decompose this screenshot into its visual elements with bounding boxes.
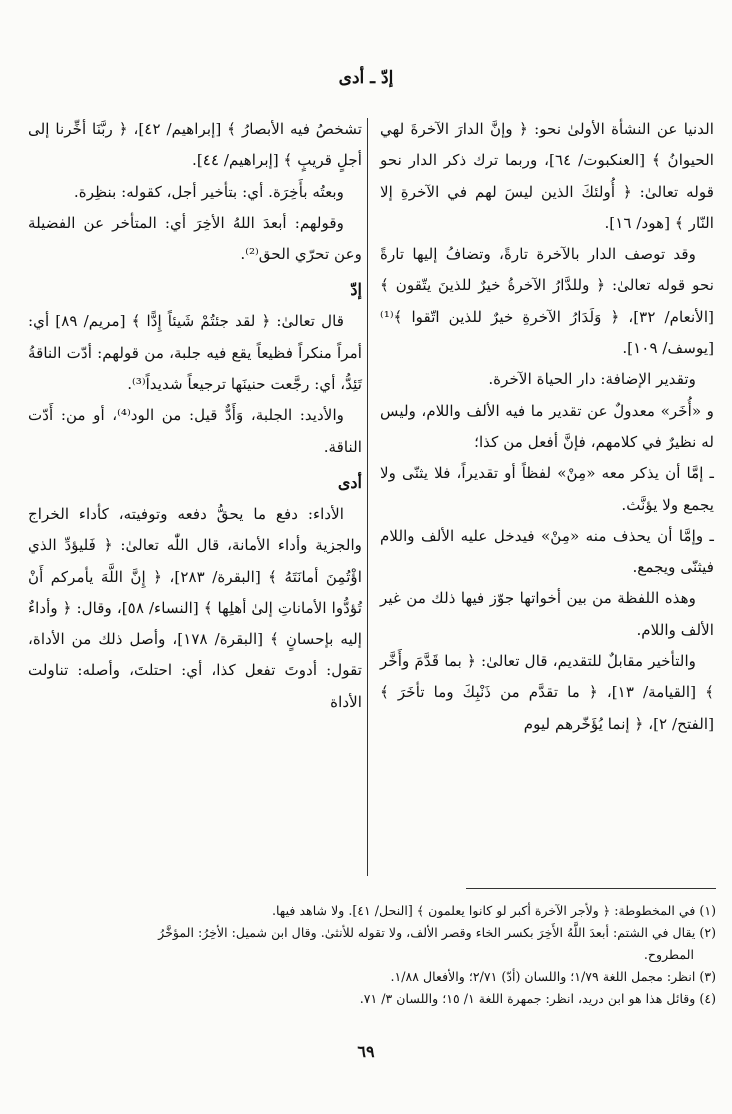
column-divider: [367, 118, 368, 876]
entry-heading-idd: إدّ: [350, 280, 362, 300]
footnotes: [16, 900, 716, 1010]
paragraph: والتأخير مقابلٌ للتقديم، قال تعالىٰ: ﴿ بما قَدَّمَ وأَخَّر ﴾ [القيامة/ ١٣]، ﴿ ما تقدَّم من ذَنْبِكَ وما تأخَرَ ﴾ [الفتح/ ٢]، ﴿ إنما يُؤَخّرهم ليوم: [380, 652, 714, 733]
paragraph: وهذه اللفظة من بين أخواتها جوّز فيها ذلك من غير الألف واللام.: [380, 589, 714, 639]
paragraph: وبعتُه بأَخِرَة. أي: بتأخير أجل، كقوله: بنظِرة.: [73, 182, 344, 201]
paragraph: ـ وإمَّا أن يحذف منه «مِنْ» فيدخل عليه الألف واللام فيثنّى ويجمع.: [380, 526, 714, 577]
page-number: ٦٩: [357, 1042, 375, 1061]
paragraph: وقولهم: أبعدَ اللهُ الأخِرَ أي: المتأخر عن الفضيلة وعن تحرّي الحق⁽²⁾.: [28, 213, 362, 264]
footnote: (١) في المخطوطة: ﴿ ولأجر الآخرة أكبر لو كانوا يعلمون ﴾ [النحل/ ٤١]. ولا شاهد فيها.: [271, 903, 716, 918]
right-column: [380, 114, 714, 740]
footnote: (٤) وقائل هذا هو ابن دريد، انظر: جمهرة اللغة ١/ ١٥؛ واللسان ٣/ ٧١.: [359, 991, 716, 1006]
page-header: إدّ ـ أدى: [338, 68, 394, 88]
paragraph: و «أُخَر» معدولٌ عن تقدير ما فيه الألف واللام، وليس له نظيرٌ في كلامهم، فإنَّ أفعل من كذا؛: [380, 401, 714, 451]
footnote: (٢) يقال في الشتم: أبعدَ اللَّهُ الأَخِرَ بكسر الخاء وقصر الألف، ولا تقوله للأنثىٰ. وقال ابن شميل: الأخِرُ: المؤخَّرُ: [158, 925, 716, 940]
footnote-continuation: المطروح.: [643, 947, 694, 962]
paragraph: وقد توصف الدار بالآخرة تارةً، وتضافُ إليها تارةً نحو قوله تعالىٰ: ﴿ وللدَّارُ الآخرةُ خيرٌ للذينَ يتّقون ﴾ [الأنعام/ ٣٢]، ﴿ وَلَدَارُ الآخرةِ خيرٌ للذين اتّقوا ﴾⁽¹⁾ [يوسف/ ١٠٩].: [380, 245, 714, 358]
footnote-rule: [466, 888, 716, 889]
footnote: (٣) انظر: مجمل اللغة ١/٧٩؛ واللسان (أدّ) ٢/٧١؛ والأفعال ١/٨٨.: [390, 969, 716, 984]
paragraph: قال تعالىٰ: ﴿ لقد جئتُمْ شَيئاً إِدًّا ﴾ [مريم/ ٨٩] أي: أمراً منكراً فظيعاً يقع فيه جلبة، من قولهم: أدّت الناقةُ تَئِدُّ، أي: رجَّعت حنينَها ترجيعاً شديداً⁽³⁾.: [28, 312, 362, 394]
paragraph: ـ إمَّا أن يذكر معه «مِنْ» لفظاً أو تقديراً، فلا يثنّى ولا يجمع ولا يؤنَّث.: [380, 464, 714, 514]
paragraph: تشخصُ فيه الأبصارُ ﴾ [إبراهيم/ ٤٢]، ﴿ ربَّنَا أخِّرنا إلى أجلٍ قريبٍ ﴾ [إبراهيم/ ٤٤].: [28, 120, 362, 170]
paragraph: والأديد: الجلبة، وَأَدٌّ قيل: من الود⁽⁴⁾، أو من: أَدّت الناقة.: [28, 406, 362, 456]
paragraph: الدنيا عن النشأة الأولىٰ نحو: ﴿ وإنَّ الدارَ الآخرةَ لهي الحيوانُ ﴾ [العنكبوت/ ٦٤]، وربما ترك ذكر الدار نحو قوله تعالىٰ: ﴿ أُولئكَ الذين ليسَ لهم في الآخرةِ إلا النّار ﴾ [هود/ ١٦].: [380, 120, 714, 232]
paragraph: وتقدير الإضافة: دار الحياة الآخرة.: [488, 370, 696, 389]
paragraph: الأداء: دفع ما يحقُّ دفعه وتوفيته، كأداء الخراج والجزية وأداء الأمانة، قال اللّٰه تعالىٰ: ﴿ فَليؤدِّ الذي اؤْتُمِنَ أمانَتَهُ ﴾ [البقرة/ ٢٨٣]، ﴿ إِنَّ اللَّهَ يأمركم أَنْ تُؤدُّوا الأماناتِ إلىٰ أهلِها ﴾ [النساء/ ٥٨]، وقال: ﴿ وأداءٌ إليه بإحسانٍ ﴾ [البقرة/ ١٧٨]، وأصل ذلك من الأداة، تقول: أدوتَ تفعل كذا، أي: احتلتَ، وأصله: تناولت الأداة: [28, 504, 362, 711]
entry-heading-ada: أدى: [337, 472, 362, 492]
left-column: [28, 114, 362, 718]
